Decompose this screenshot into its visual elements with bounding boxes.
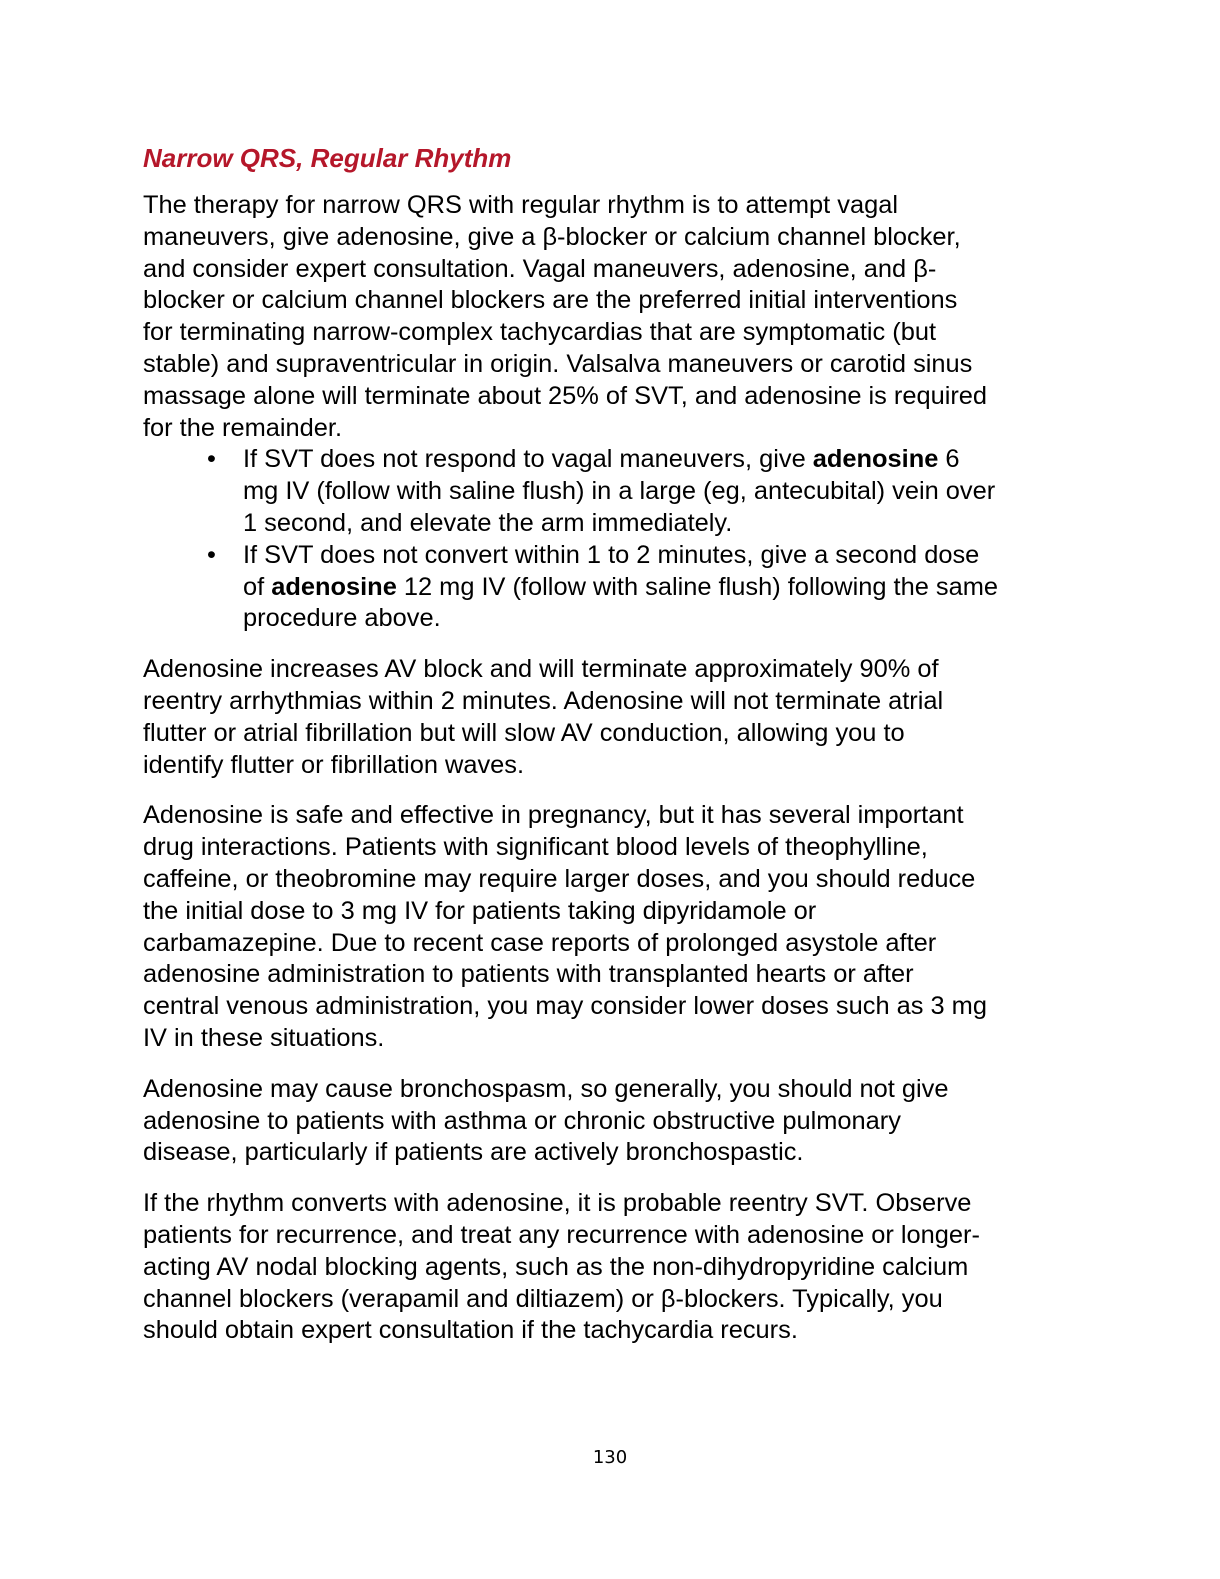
text-line: patients for recurrence, and treat any recurrence with adenosine or longer- xyxy=(143,1220,980,1249)
text-segment: 12 mg IV (follow with saline flush) following the same xyxy=(396,572,998,601)
bullet-item xyxy=(207,540,1103,635)
bullet-list xyxy=(143,444,1103,635)
text-line: flutter or atrial fibrillation but will slow AV conduction, allowing you to xyxy=(143,718,905,747)
text-segment: mg IV (follow with saline flush) in a large (eg, antecubital) vein over xyxy=(243,477,996,506)
text-line: and consider expert consultation. Vagal maneuvers, adenosine, and β- xyxy=(143,254,937,283)
text-line: blocker or calcium channel blockers are the preferred initial interventions xyxy=(143,286,958,315)
intro-paragraph xyxy=(143,190,1103,444)
text-line: reentry arrhythmias within 2 minutes. Adenosine will not terminate atrial xyxy=(143,686,944,715)
text-line: Adenosine may cause bronchospasm, so generally, you should not give xyxy=(143,1074,949,1103)
text-line: The therapy for narrow QRS with regular rhythm is to attempt vagal xyxy=(143,191,898,219)
text-segment: procedure above. xyxy=(243,604,441,633)
drug-name: adenosine xyxy=(812,445,939,474)
text-line xyxy=(243,603,1103,635)
drug-name: adenosine xyxy=(271,572,397,601)
text-segment: If SVT does not respond to vagal maneuvers, give xyxy=(243,445,813,474)
text-segment: If SVT does not convert within 1 to 2 minutes, give a second dose xyxy=(243,540,980,569)
text-line: Adenosine increases AV block and will terminate approximately 90% of xyxy=(143,655,939,684)
text-line xyxy=(243,572,1103,604)
paragraph xyxy=(143,1188,1103,1347)
text-segment: 1 second, and elevate the arm immediately. xyxy=(243,508,733,537)
bullet-item xyxy=(207,444,1103,539)
text-line: should obtain expert consultation if the tachycardia recurs. xyxy=(143,1316,798,1345)
text-line: massage alone will terminate about 25% of SVT, and adenosine is required xyxy=(143,381,988,410)
text-line: for terminating narrow-complex tachycardias that are symptomatic (but xyxy=(143,318,937,347)
paragraph xyxy=(143,1074,1103,1169)
text-line: carbamazepine. Due to recent case reports of prolonged asystole after xyxy=(143,928,937,957)
text-line: stable) and supraventricular in origin. Valsalva maneuvers or carotid sinus xyxy=(143,349,973,378)
text-line xyxy=(243,508,1103,540)
text-line: central venous administration, you may consider lower doses such as 3 mg xyxy=(143,992,987,1021)
text-line: adenosine to patients with asthma or chronic obstructive pulmonary xyxy=(143,1106,901,1135)
paragraph xyxy=(143,654,1103,781)
paragraph xyxy=(143,800,1103,1054)
document-page xyxy=(143,140,1103,1366)
text-line: for the remainder. xyxy=(143,413,342,442)
bullet-icon: • xyxy=(207,540,216,569)
text-line: IV in these situations. xyxy=(143,1023,385,1052)
text-line: drug interactions. Patients with significant blood levels of theophylline, xyxy=(143,833,928,862)
text-line: channel blockers (verapamil and diltiazem) or β-blockers. Typically, you xyxy=(143,1284,943,1313)
text-line xyxy=(243,540,1103,572)
bullet-icon: • xyxy=(207,445,216,474)
text-line xyxy=(243,444,1103,476)
text-line: If the rhythm converts with adenosine, it is probable reentry SVT. Observe xyxy=(143,1189,972,1218)
text-line: acting AV nodal blocking agents, such as the non-dihydropyridine calcium xyxy=(143,1252,969,1281)
text-line: caffeine, or theobromine may require larger doses, and you should reduce xyxy=(143,864,976,893)
page-number: 130 xyxy=(592,1447,628,1468)
text-line: adenosine administration to patients with transplanted hearts or after xyxy=(143,960,914,989)
text-line: disease, particularly if patients are actively bronchospastic. xyxy=(143,1138,804,1167)
text-line: Adenosine is safe and effective in pregnancy, but it has several important xyxy=(143,801,964,830)
text-segment: 6 xyxy=(938,445,960,474)
text-segment: of xyxy=(243,572,272,601)
text-line: the initial dose to 3 mg IV for patients taking dipyridamole or xyxy=(143,896,817,925)
text-line xyxy=(243,476,1103,508)
body-paragraphs xyxy=(143,654,1103,1347)
text-line: identify flutter or fibrillation waves. xyxy=(143,750,525,779)
text-line: maneuvers, give adenosine, give a β-blocker or calcium channel blocker, xyxy=(143,222,961,251)
section-heading: Narrow QRS, Regular Rhythm xyxy=(143,143,512,173)
